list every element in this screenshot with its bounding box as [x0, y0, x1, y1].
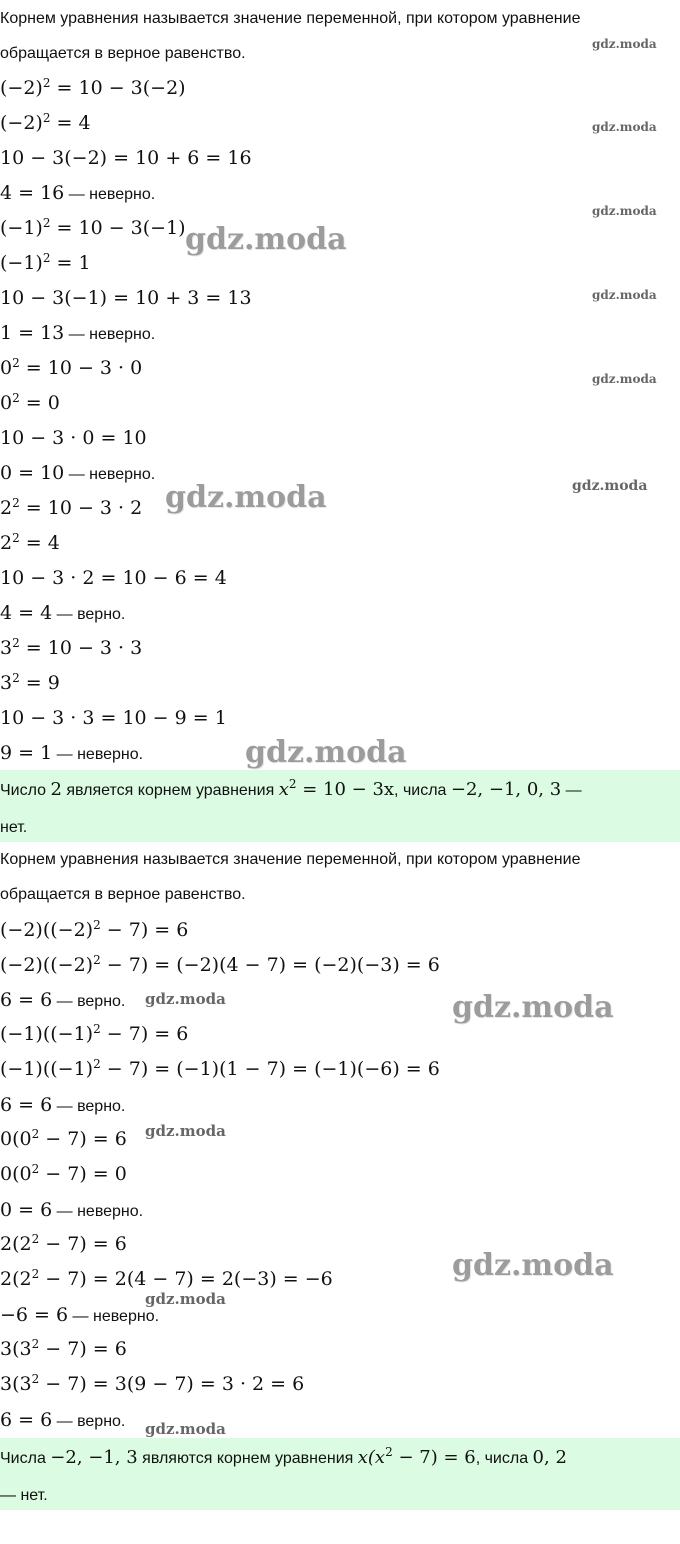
watermark-small: gdz.moda — [145, 990, 226, 1008]
equation-line: 4 = 4 — верно. — [0, 602, 126, 624]
equation-line: $3(3^2 - 7) = 3(9 - 7) = 3 \cdot 2 = 6$ — [0, 1372, 305, 1395]
equation-line: $0(0^2 - 7) = 0$ — [0, 1162, 127, 1185]
equation-line: 6 = 6 — верно. — [0, 1409, 126, 1431]
definition-line-1: Корнем уравнения называется значение переменной, при котором уравнение — [0, 851, 581, 868]
watermark-small: gdz.moda — [572, 478, 648, 494]
equation-line: $(-1)^2 = 1$ — [0, 251, 91, 274]
equation-line: $(-1)^2 = 10 - 3(-1)$ — [0, 216, 186, 239]
definition-line-1: Корнем уравнения называется значение переменной, при котором уравнение — [0, 10, 581, 27]
watermark-large: gdz.moda — [185, 222, 347, 257]
definition-line-2: обращается в верное равенство. — [0, 45, 246, 62]
equation-line: $3^2 = 10 - 3 \cdot 3$ — [0, 636, 143, 659]
watermark-small: gdz.moda — [592, 37, 657, 51]
equation-line: 0 = 10 — неверно. — [0, 462, 156, 484]
conclusion-line-2: нет. — [0, 819, 28, 836]
equation-line: $2(2^2 - 7) = 6$ — [0, 1232, 127, 1255]
equation-line: 6 = 6 — верно. — [0, 989, 126, 1011]
conclusion-line-1: Число 2 является корнем уравнения $x^2 = 10 - 3x$, числа −2, −1, 0, 3 — — [0, 777, 582, 800]
conclusion-line-1: Числа −2, −1, 3 являются корнем уравнения $x(x^2 - 7) = 6$, числа 0, 2 — [0, 1445, 567, 1468]
conclusion-line-2: — нет. — [0, 1487, 48, 1504]
equation-line: $(-2)((-2)^2 - 7) = 6$ — [0, 918, 189, 941]
watermark-small: gdz.moda — [145, 1122, 226, 1140]
equation-line: $(-2)((-2)^2 - 7) = (-2)(4 - 7) = (-2)(-3) = 6$ — [0, 953, 440, 976]
equation-line: 0 = 6 — неверно. — [0, 1199, 144, 1221]
equation-line: $(-2)^2 = 4$ — [0, 111, 91, 134]
equation-line: $0(0^2 - 7) = 6$ — [0, 1127, 127, 1150]
equation-line: $2(2^2 - 7) = 2(4 - 7) = 2(-3) = -6$ — [0, 1267, 333, 1290]
watermark-small: gdz.moda — [592, 372, 657, 386]
watermark-small: gdz.moda — [592, 120, 657, 134]
watermark-small: gdz.moda — [145, 1290, 226, 1308]
watermark-large: gdz.moda — [245, 735, 407, 770]
equation-line: 10 − 3 · 2 = 10 − 6 = 4 — [0, 567, 227, 589]
equation-line: $3(3^2 - 7) = 6$ — [0, 1337, 127, 1360]
equation-line: 10 − 3(−1) = 10 + 3 = 13 — [0, 287, 252, 309]
equation-line: $(-1)((-1)^2 - 7) = (-1)(1 - 7) = (-1)(-6) = 6$ — [0, 1057, 440, 1080]
equation-line: $0^2 = 0$ — [0, 391, 60, 414]
equation-line: 9 = 1 — неверно. — [0, 742, 144, 764]
equation-line: $3^2 = 9$ — [0, 671, 60, 694]
equation-line: $(-2)^2 = 10 - 3(-2)$ — [0, 76, 186, 99]
equation-line: $2^2 = 10 - 3 \cdot 2$ — [0, 496, 143, 519]
definition-line-2: обращается в верное равенство. — [0, 886, 246, 903]
equation-line: 10 − 3 · 0 = 10 — [0, 427, 147, 449]
equation-line: −6 = 6 — неверно. — [0, 1304, 160, 1326]
watermark-small: gdz.moda — [592, 204, 657, 218]
equation-line: 4 = 16 — неверно. — [0, 182, 156, 204]
equation-line: $2^2 = 4$ — [0, 531, 60, 554]
watermark-large: gdz.moda — [165, 480, 327, 515]
watermark-large: gdz.moda — [452, 990, 614, 1025]
equation-line: $0^2 = 10 - 3 \cdot 0$ — [0, 356, 143, 379]
watermark-large: gdz.moda — [452, 1248, 614, 1283]
watermark-small: gdz.moda — [145, 1420, 226, 1438]
equation-line: 6 = 6 — верно. — [0, 1094, 126, 1116]
equation-line: 10 − 3(−2) = 10 + 6 = 16 — [0, 147, 252, 169]
equation-line: 10 − 3 · 3 = 10 − 9 = 1 — [0, 707, 227, 729]
watermark-small: gdz.moda — [592, 288, 657, 302]
equation-line: 1 = 13 — неверно. — [0, 322, 156, 344]
equation-line: $(-1)((-1)^2 - 7) = 6$ — [0, 1022, 189, 1045]
